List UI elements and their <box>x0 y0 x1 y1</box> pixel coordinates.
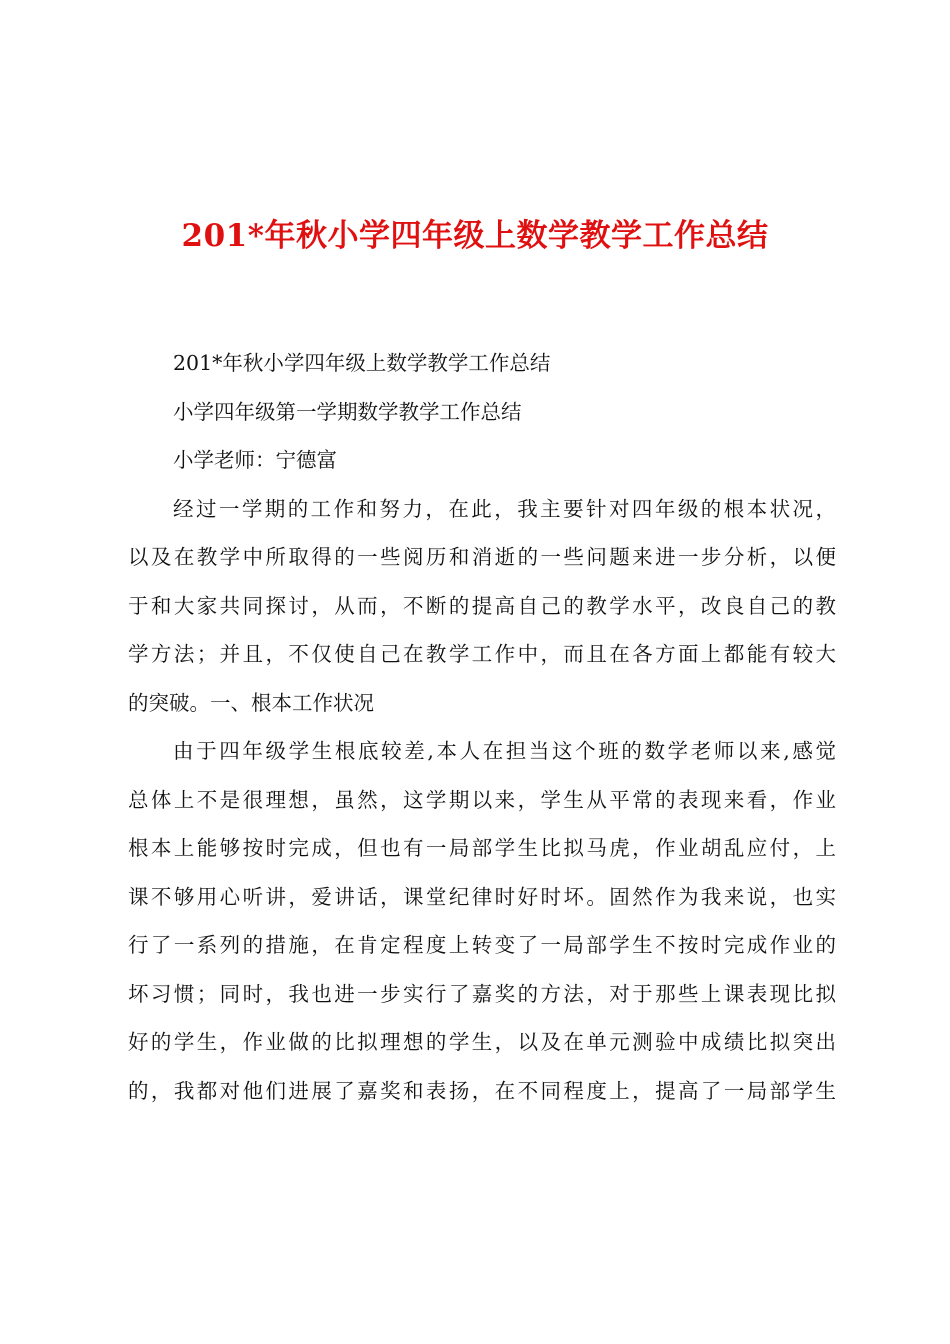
paragraph-line: 根本上能够按时完成，但也有一局部学生比拟马虎，作业胡乱应付，上 <box>128 836 836 860</box>
author-line: 小学老师：宁德富 <box>173 448 337 472</box>
paragraph-line: 坏习惯；同时，我也进一步实行了嘉奖的方法，对于那些上课表现比拟 <box>128 981 836 1006</box>
subtitle-line: 小学四年级第一学期数学教学工作总结 <box>173 399 522 424</box>
paragraph-line: 课不够用心听讲，爱讲话，课堂纪律时好时坏。固然作为我来说，也实 <box>128 884 836 909</box>
document-title: 201*年秋小学四年级上数学教学工作总结 <box>181 218 769 254</box>
paragraph-line: 的，我都对他们进展了嘉奖和表扬，在不同程度上，提高了一局部学生 <box>128 1078 836 1103</box>
paragraph-line: 经过一学期的工作和努力，在此，我主要针对四年级的根本状况， <box>173 496 836 521</box>
paragraph-line: 学方法；并且，不仅使自己在教学工作中，而且在各方面上都能有较大 <box>128 642 836 666</box>
subtitle-line: 201*年秋小学四年级上数学教学工作总结 <box>173 351 551 375</box>
paragraph-line: 以及在教学中所取得的一些阅历和消逝的一些问题来进一步分析，以便 <box>128 545 836 569</box>
paragraph-line: 由于四年级学生根底较差,本人在担当这个班的数学老师以来,感觉 <box>173 739 836 763</box>
paragraph-line: 于和大家共同探讨，从而，不断的提高自己的教学水平，改良自己的教 <box>128 593 836 618</box>
paragraph-line: 的突破。一、根本工作状况 <box>128 690 374 715</box>
paragraph-line: 总体上不是很理想，虽然，这学期以来，学生从平常的表现来看，作业 <box>128 787 836 812</box>
document-body <box>128 339 836 1115</box>
paragraph-line: 好的学生，作业做的比拟理想的学生，以及在单元测验中成绩比拟突出 <box>128 1030 836 1054</box>
paragraph-line: 行了一系列的措施，在肯定程度上转变了一局部学生不按时完成作业的 <box>128 933 836 957</box>
